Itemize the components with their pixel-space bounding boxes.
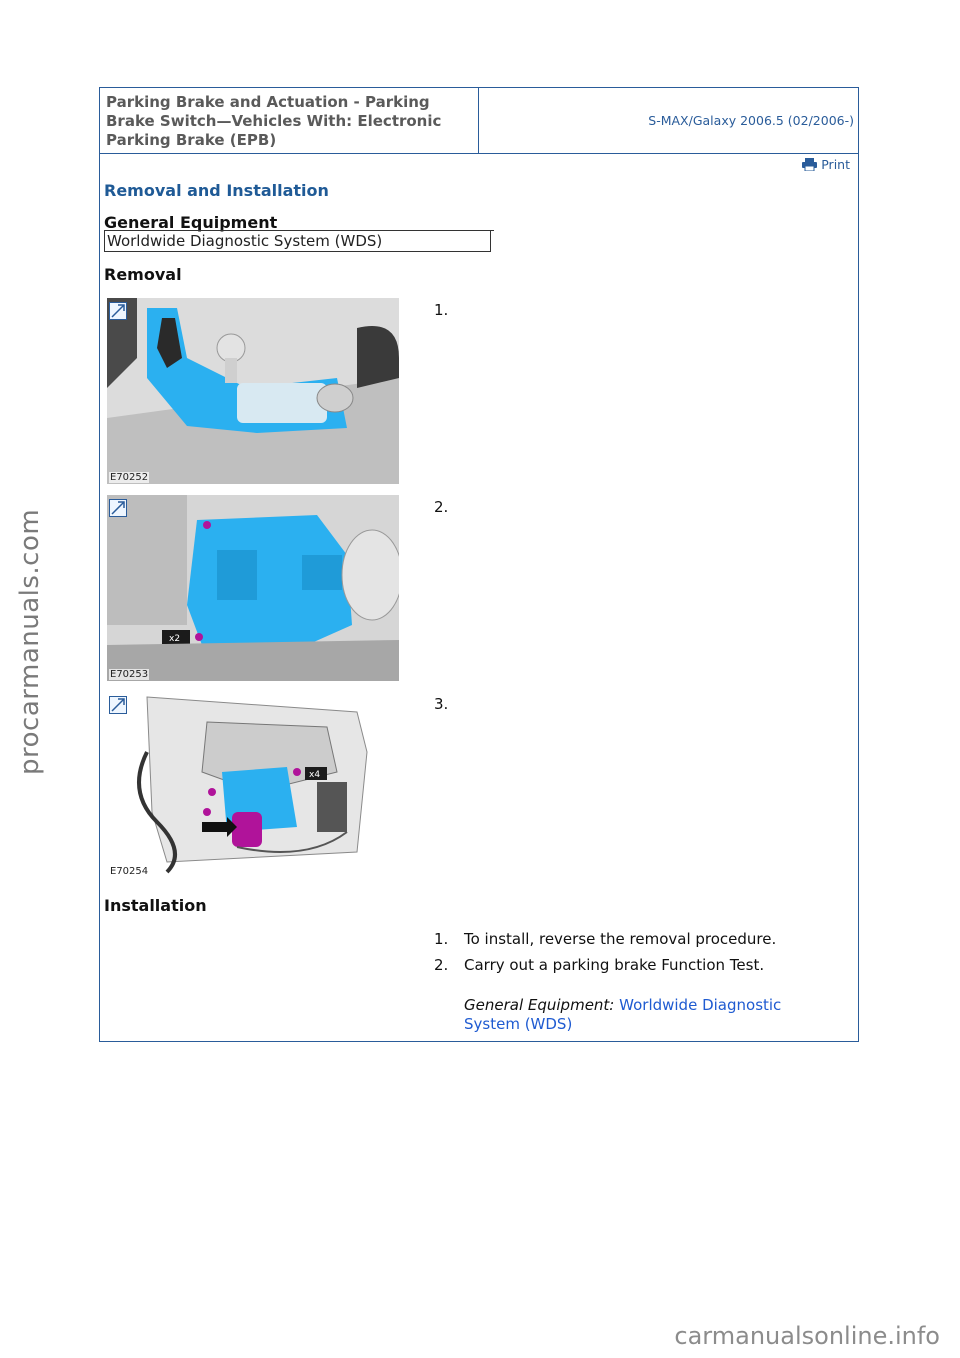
figure-id: E70254	[110, 866, 149, 877]
section-title: Removal and Installation	[104, 181, 329, 200]
step-text: To install, reverse the removal procedure.	[464, 930, 777, 948]
zoom-icon[interactable]	[109, 302, 127, 320]
switch-panel-illustration	[107, 495, 399, 681]
note-label: General Equipment:	[464, 996, 615, 1014]
callout-x4: x4	[309, 770, 321, 780]
title-line-1: Parking Brake and Actuation - Parking	[106, 93, 430, 111]
table-tick	[491, 230, 494, 231]
installation-heading: Installation	[104, 896, 207, 915]
figure-id: E70253	[110, 669, 149, 680]
removal-heading: Removal	[104, 265, 182, 284]
equipment-note	[464, 996, 844, 1034]
document-title	[100, 88, 479, 153]
print-button[interactable]	[802, 157, 850, 172]
side-watermark: procarmanuals.com	[15, 508, 45, 775]
print-label: Print	[821, 157, 850, 172]
title-line-2: Brake Switch—Vehicles With: Electronic	[106, 112, 442, 130]
removal-step-2-number: 2.	[434, 498, 449, 516]
bottom-watermark: carmanualsonline.info	[674, 1322, 940, 1350]
installation-step	[434, 930, 844, 948]
figure-e70252[interactable]	[107, 298, 399, 484]
step-number: 2.	[434, 956, 449, 974]
vehicle-model: S-MAX/Galaxy 2006.5 (02/2006-)	[648, 113, 854, 128]
callout-x2: x2	[169, 634, 181, 644]
general-equipment-heading: General Equipment	[104, 213, 278, 232]
document-header	[100, 88, 858, 154]
step-number: 1.	[434, 930, 449, 948]
console-illustration	[107, 298, 399, 484]
wds-link-line1: Worldwide Diagnostic	[619, 996, 782, 1014]
switch-module-illustration	[107, 692, 399, 878]
printer-icon	[802, 158, 817, 171]
removal-step-1-number: 1.	[434, 301, 449, 319]
removal-step-3-number: 3.	[434, 695, 449, 713]
installation-steps	[434, 930, 844, 1034]
equipment-item: Worldwide Diagnostic System (WDS)	[104, 230, 491, 252]
zoom-icon[interactable]	[109, 696, 127, 714]
procedure-sheet	[99, 87, 859, 1042]
figure-e70253[interactable]	[107, 495, 399, 681]
figure-e70254[interactable]	[107, 692, 399, 878]
step-text: Carry out a parking brake Function Test.	[464, 956, 765, 974]
title-line-3: Parking Brake (EPB)	[106, 131, 277, 149]
wds-link-line2: System (WDS)	[464, 1015, 573, 1033]
zoom-icon[interactable]	[109, 499, 127, 517]
figure-id: E70252	[110, 472, 149, 483]
installation-step	[434, 956, 844, 974]
